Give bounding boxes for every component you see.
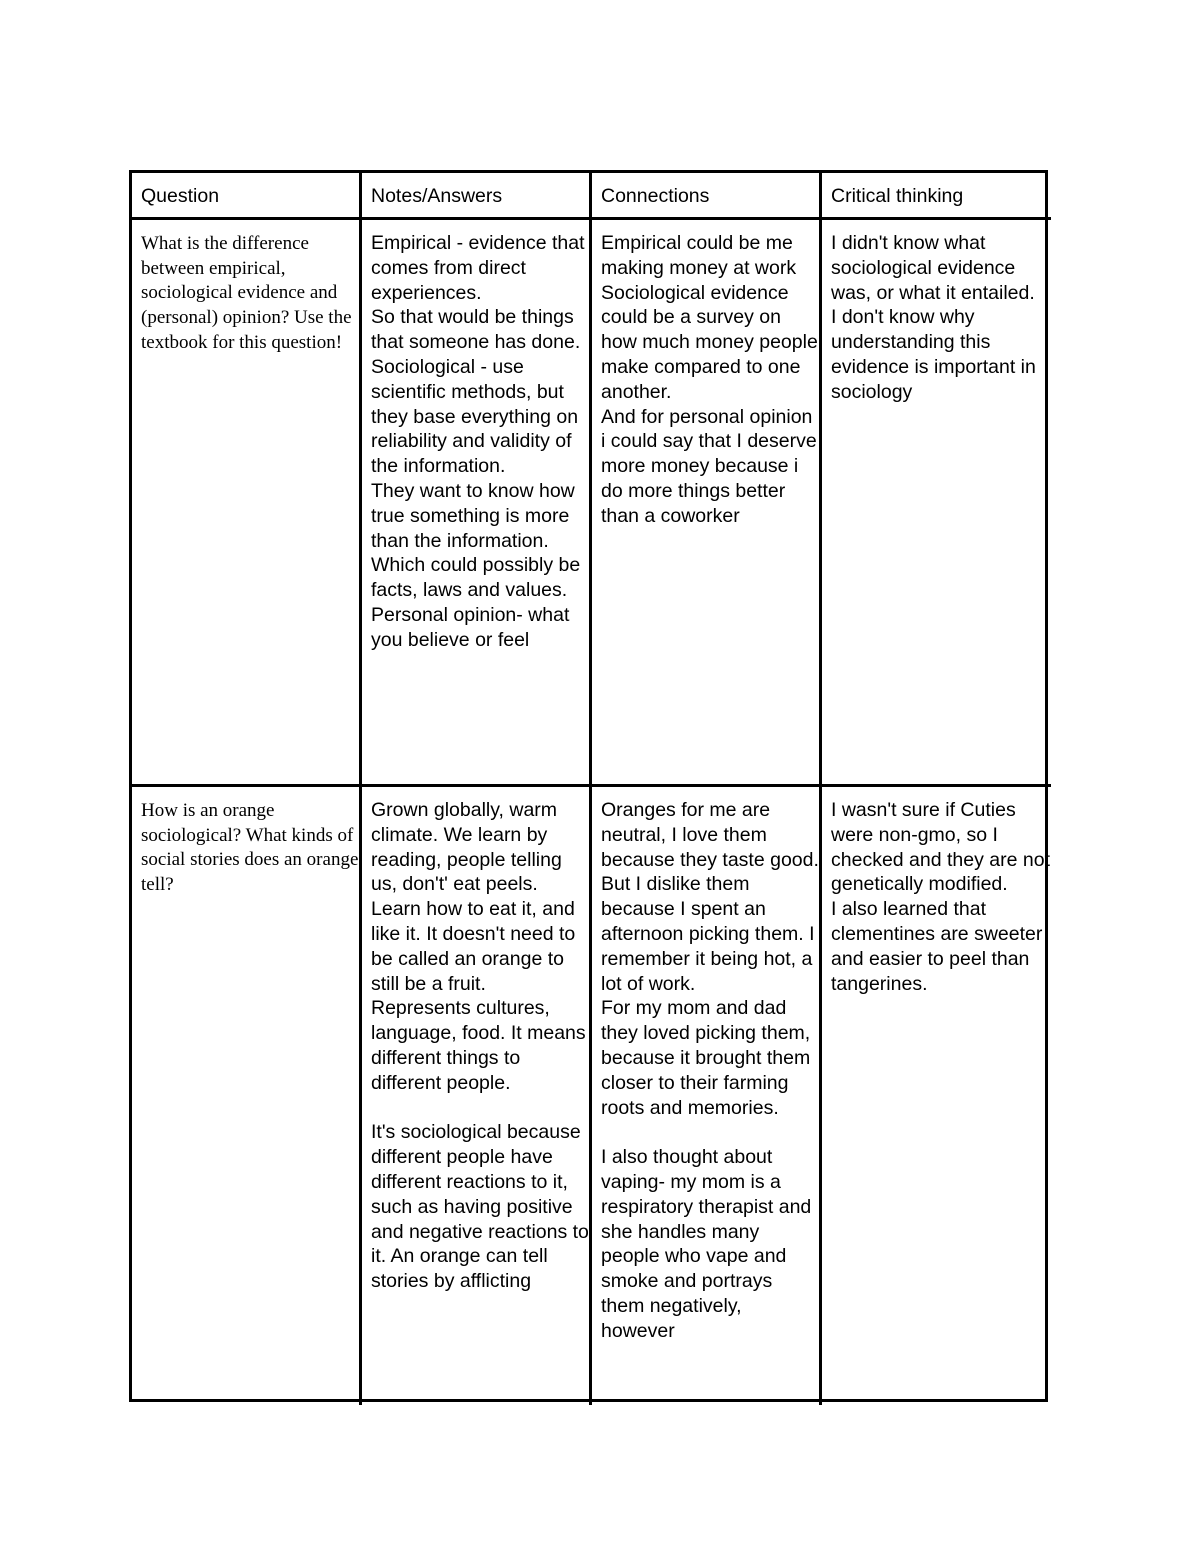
header-notes-answers: Notes/Answers: [362, 173, 592, 220]
row1-notes-p2: So that would be things that someone has done.: [371, 306, 581, 354]
row2-notes: [362, 787, 592, 1405]
row2-notes-p3: It's sociological because different people have different reactions to it, such as having positive and negative reactions to it. An orange can tell stories by afflicting: [371, 1121, 589, 1293]
row1-critical-p1: I didn't know what sociological evidence was, or what it entailed.: [831, 232, 1035, 304]
row2-connections-p2: For my mom and dad they loved picking them, because it brought them closer to their farming roots and memories.: [601, 997, 811, 1119]
row1-critical: [822, 220, 1051, 787]
row1-notes-p5: Personal opinion- what you believe or feel: [371, 603, 570, 651]
header-question: Question: [132, 173, 362, 220]
row2-connections-p3: I also thought about vaping- my mom is a respiratory therapist and she handles many people who vape and smoke and portrays them negatively, however: [601, 1146, 812, 1342]
row2-critical: [822, 787, 1051, 1405]
header-connections: Connections: [592, 173, 822, 220]
row2-connections: [592, 787, 822, 1405]
notes-table: [129, 170, 1048, 1402]
row2-notes-p1: Grown globally, warm climate. We learn by reading, people telling us, don't' eat peels. Learn how to eat it, and like it. It doesn't need to be called an orange to still be a fruit.: [371, 799, 576, 995]
row1-connections: [592, 220, 822, 787]
row1-notes-p1: Empirical - evidence that comes from direct experiences.: [371, 232, 585, 304]
row2-connections-gap: [601, 1120, 819, 1145]
row2-notes-gap: [371, 1096, 589, 1121]
row2-question: How is an orange sociological? What kinds of social stories does an orange tell?: [132, 787, 362, 1405]
row2-notes-p2: Represents cultures, language, food. It means different things to different people.: [371, 997, 586, 1094]
row1-notes: [362, 220, 592, 787]
row1-connections-p3: And for personal opinion i could say that I deserve more money because i do more things better than a coworker: [601, 405, 817, 527]
row1-critical-p2: I don't know why understanding this evidence is important in sociology: [831, 306, 1036, 403]
row1-notes-p4: They want to know how true something is more than the information. Which could possibly be facts, laws and values.: [371, 479, 581, 602]
row1-notes-p3: Sociological - use scientific methods, but they base everything on reliability and validity of the information.: [371, 355, 579, 478]
row1-connections-p2: Sociological evidence could be a survey on how much money people make compared to one another.: [601, 281, 818, 403]
row2-connections-p1: Oranges for me are neutral, I love them because they taste good. But I dislike them because I spent an afternoon picking them. I remember it being hot, a lot of work.: [601, 799, 819, 995]
row2-critical-p1: I wasn't sure if Cuties were non-gmo, so I checked and they are not genetically modified.: [831, 799, 1050, 896]
row1-question: What is the difference between empirical, sociological evidence and (personal) opinion? Use the textbook for this question!: [132, 220, 362, 787]
row2-critical-p2: I also learned that clementines are sweeter and easier to peel than tangerines.: [831, 898, 1043, 995]
header-critical-thinking: Critical thinking: [822, 173, 1051, 220]
row1-connections-p1: Empirical could be me making money at work: [601, 232, 797, 279]
